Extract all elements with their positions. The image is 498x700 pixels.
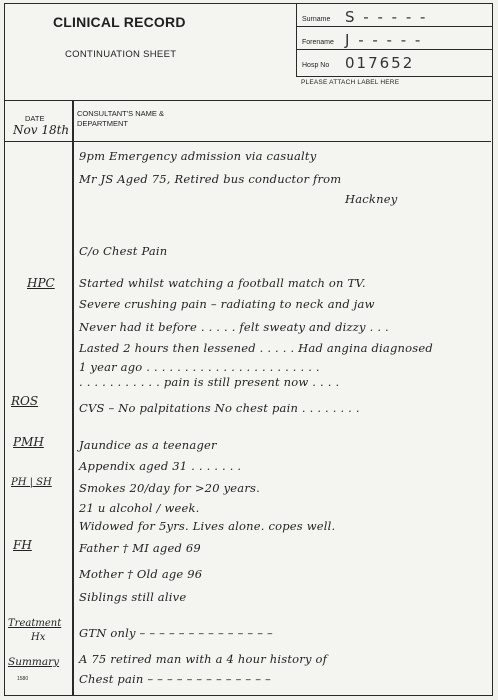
heading-fh: FH xyxy=(13,538,32,552)
consultant-column-label: CONSULTANT'S NAME & DEPARTMENT xyxy=(77,109,164,128)
note-line: 9pm Emergency admission via casualty xyxy=(79,149,317,163)
note-line: 21 u alcohol / week. xyxy=(79,501,200,515)
attach-label-note: PLEASE ATTACH LABEL HERE xyxy=(301,79,400,86)
note-line: Father † MI aged 69 xyxy=(79,541,201,555)
surname-row xyxy=(297,4,493,27)
form-subtitle: CONTINUATION SHEET xyxy=(65,49,177,60)
note-line: GTN only – – – – – – – – – – – – – – xyxy=(79,626,273,640)
heading-treatment: Treatment xyxy=(8,618,62,629)
clinical-record-sheet xyxy=(4,3,493,696)
note-line: Hackney xyxy=(345,192,398,206)
heading-ph-sh: PH | SH xyxy=(11,477,52,488)
note-line: Chest pain – – – – – – – – – – – – – xyxy=(79,672,271,686)
heading-hpc: HPC xyxy=(27,276,55,290)
patient-label-box xyxy=(296,4,493,77)
forename-row xyxy=(297,27,493,50)
form-number: 1580 xyxy=(17,676,29,682)
hosp-no-row xyxy=(297,50,493,72)
note-line: Lasted 2 hours then lessened . . . . . Had angina diagnosed xyxy=(79,341,433,355)
surname-value: S - - - - - xyxy=(345,8,428,26)
forename-value: J - - - - - xyxy=(345,31,423,49)
date-column-label: DATE xyxy=(25,114,45,123)
note-line: Appendix aged 31 . . . . . . . xyxy=(79,459,242,473)
date-value: Nov 18th xyxy=(13,123,70,137)
note-line: A 75 retired man with a 4 hour history of xyxy=(79,652,328,666)
note-line: Mr JS Aged 75, Retired bus conductor from xyxy=(79,172,342,186)
forename-label: Forename xyxy=(302,39,334,46)
margin-divider xyxy=(72,100,74,696)
note-line: C/o Chest Pain xyxy=(79,244,168,258)
note-line: Started whilst watching a football match on TV. xyxy=(79,276,366,290)
note-line: Siblings still alive xyxy=(79,590,187,604)
note-line: Severe crushing pain – radiating to neck and jaw xyxy=(79,297,375,311)
heading-summary: Summary xyxy=(8,656,60,668)
note-line: Smokes 20/day for >20 years. xyxy=(79,481,260,495)
column-headers xyxy=(5,100,491,142)
heading-ros: ROS xyxy=(11,394,39,408)
heading-pmh: PMH xyxy=(13,435,44,449)
note-line: CVS – No palpitations No chest pain . . . . . . . . xyxy=(79,401,360,415)
hosp-no-value: 017652 xyxy=(345,54,415,72)
surname-label: Surname xyxy=(302,16,331,23)
heading-treatment-hx: Hx xyxy=(31,632,46,643)
note-line: . . . . . . . . . . . pain is still present now . . . . xyxy=(79,375,340,389)
form-title: CLINICAL RECORD xyxy=(53,14,186,30)
hosp-no-label: Hosp No xyxy=(302,62,330,69)
note-line: Never had it before . . . . . felt sweaty and dizzy . . . xyxy=(79,320,389,334)
note-line: Mother † Old age 96 xyxy=(79,567,203,581)
note-line: 1 year ago . . . . . . . . . . . . . . . . . . . . . . . xyxy=(79,360,320,374)
note-line: Jaundice as a teenager xyxy=(79,438,217,452)
note-line: Widowed for 5yrs. Lives alone. copes well. xyxy=(79,519,336,533)
